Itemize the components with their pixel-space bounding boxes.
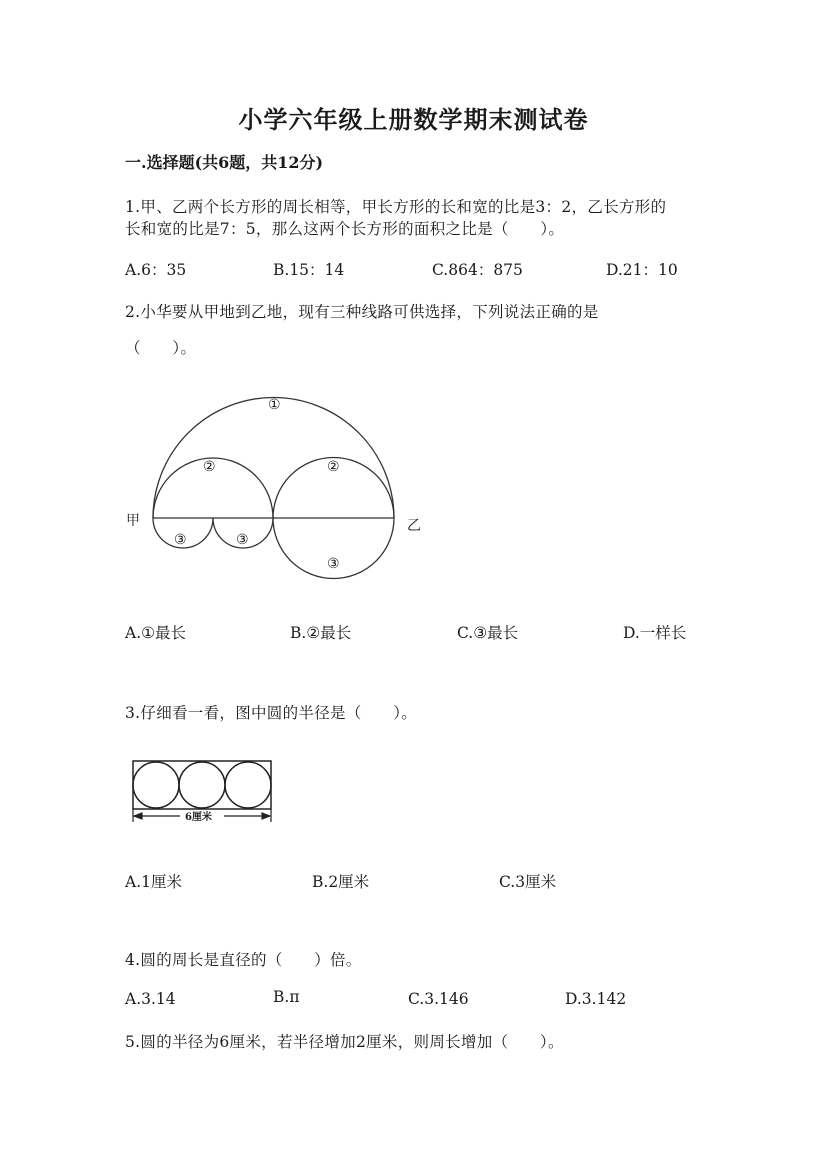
- route-3-marker-2: ③: [236, 532, 249, 548]
- question-3-line-1: 3.仔细看一看，图中圆的半径是（ ）。: [125, 704, 418, 722]
- question-2-line-2: （ ）。: [125, 339, 197, 357]
- question-1-option-a: A.6：35: [125, 261, 187, 279]
- question-3-option-a: A.1厘米: [125, 873, 182, 891]
- question-3-option-b: B.2厘米: [312, 873, 370, 891]
- route-3-marker-1: ③: [174, 532, 187, 548]
- question-2-line-1: 2.小华要从甲地到乙地，现有三种线路可供选择，下列说法正确的是: [125, 303, 599, 321]
- question-4-option-d: D.3.142: [565, 990, 627, 1008]
- outer-rectangle: [133, 761, 271, 809]
- question-2-option-c: C.③最长: [457, 624, 519, 642]
- circle-1: [133, 762, 179, 808]
- question-1-option-c: C.864：875: [432, 261, 523, 279]
- end-point-label: 乙: [407, 518, 421, 534]
- page-title: 小学六年级上册数学期末测试卷: [238, 105, 589, 134]
- question-4-option-a: A.3.14: [125, 990, 176, 1008]
- circle-2: [179, 762, 225, 808]
- dimension-arrow-left: [134, 813, 142, 819]
- question-4-line-1: 4.圆的周长是直径的（ ）倍。: [125, 951, 362, 969]
- start-point-label: 甲: [126, 513, 140, 529]
- question-4-option-b: B.π: [273, 988, 300, 1006]
- section-heading: 一.选择题(共6题，共12分): [125, 153, 324, 172]
- question-1-option-b: B.15：14: [273, 261, 345, 279]
- question-1-line-2: 长和宽的比是7：5，那么这两个长方形的面积之比是（ ）。: [125, 220, 565, 238]
- question-1-option-d: D.21：10: [606, 261, 678, 279]
- question-1-line-1: 1.甲、乙两个长方形的周长相等，甲长方形的长和宽的比是3：2，乙长方形的: [125, 198, 667, 216]
- circle-3: [225, 762, 271, 808]
- dimension-arrow-right: [262, 813, 270, 819]
- question-2-option-a: A.①最长: [125, 624, 187, 642]
- route-2-marker-left: ②: [203, 459, 216, 475]
- question-2-option-d: D.一样长: [623, 624, 687, 642]
- question-4-option-c: C.3.146: [408, 990, 469, 1008]
- route-1-marker: ①: [268, 397, 281, 413]
- route-2-marker-right: ②: [327, 459, 340, 475]
- route-3-marker-3: ③: [327, 556, 340, 572]
- question-3-option-c: C.3厘米: [499, 873, 557, 891]
- question-5-line-1: 5.圆的半径为6厘米，若半径增加2厘米，则周长增加（ ）。: [125, 1033, 564, 1051]
- question-2-option-b: B.②最长: [290, 624, 352, 642]
- dimension-label: 6厘米: [185, 812, 212, 823]
